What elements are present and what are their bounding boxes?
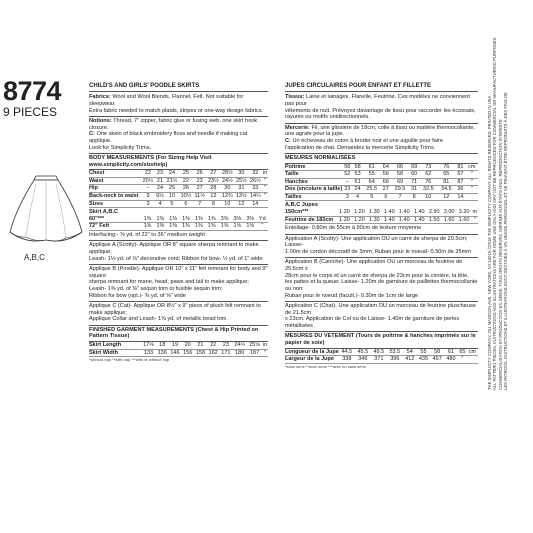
row-label: Hanches bbox=[285, 178, 342, 186]
table-cell: 1⅜ bbox=[180, 223, 193, 231]
table-cell: 21 bbox=[156, 177, 164, 184]
table-cell: 1⅜ bbox=[141, 223, 154, 231]
table-cell: 7 bbox=[391, 193, 409, 201]
table-cell: 23 bbox=[220, 342, 233, 349]
pieces-count: 9 PIECES bbox=[3, 105, 58, 119]
entoilage: Entoilage- 0.80m de 55cm à 90cm de texture moyenne bbox=[285, 224, 478, 234]
row-label: Skirt Length bbox=[89, 342, 141, 349]
table-cell: 158 bbox=[195, 349, 206, 356]
table-row bbox=[89, 185, 268, 193]
table-cell: 10 bbox=[220, 200, 234, 208]
table-cell: 34.5 bbox=[437, 186, 455, 194]
table-cell: 14 bbox=[455, 193, 465, 201]
table-cell: 32 bbox=[248, 170, 262, 177]
table-cell: 31 bbox=[409, 186, 419, 194]
table-cell: 65 bbox=[437, 171, 455, 179]
table-cell: 156 bbox=[183, 349, 193, 356]
table-cell: 14 bbox=[248, 200, 262, 208]
table-cell: 27 bbox=[381, 186, 391, 194]
table-row bbox=[285, 356, 478, 364]
table-cell: 23 bbox=[193, 177, 206, 185]
table-cell: 73 bbox=[419, 164, 437, 171]
mesures-vetement-table bbox=[285, 349, 478, 364]
table-cell: 26 bbox=[193, 170, 206, 177]
table-cell: 25.5 bbox=[363, 186, 381, 194]
row-label: Dos (encolure à taille) bbox=[285, 186, 343, 193]
table-cell: 61 bbox=[444, 349, 458, 356]
table-cell: 65 bbox=[459, 348, 466, 355]
applique-b: Applique B (Poodle)- Applique OR 10" x 11" felt remnant for body and 9" square sherpa remnant for mane, head, paws and tail to make applique; Leash- 1⅜ yd. of ⅜" sequin trim or fusible sequin trim; Ribbon for bow (opt.)- ⅜ yd. of ⅝" wide bbox=[89, 265, 268, 302]
table-cell: 12 bbox=[206, 193, 220, 201]
table-cell: 180 bbox=[232, 349, 247, 357]
table-cell: 1⅜ bbox=[192, 223, 205, 231]
table-cell: 6 bbox=[179, 200, 193, 208]
table-cell: 1.40 bbox=[382, 209, 397, 216]
table-cell: 187 bbox=[247, 349, 262, 357]
table-cell: 11½ bbox=[194, 193, 205, 199]
table-cell: 49.5 bbox=[371, 349, 387, 356]
table-cell: 1.60 bbox=[442, 216, 457, 224]
table-cell: in bbox=[262, 341, 268, 348]
interfacing: Interfacing:- ⅜ yd. of 22" to 36" medium weight bbox=[89, 231, 268, 241]
table-cell: 23 bbox=[342, 186, 352, 194]
table-cell: cm bbox=[468, 348, 477, 355]
table-cell: 1⅜ bbox=[154, 216, 167, 223]
table-cell: 81 bbox=[437, 178, 455, 186]
table-cell: 9 bbox=[141, 193, 155, 201]
table-cell: 1⅝ bbox=[244, 223, 257, 231]
table-cell: 1.40 bbox=[382, 216, 397, 224]
table-cell: 4 bbox=[352, 193, 362, 201]
table-cell: 5 bbox=[363, 193, 381, 201]
french-title: JUPES CIRCULAIRES POUR ENFANT ET FILLETTE bbox=[285, 83, 478, 92]
table-cell: 18 bbox=[156, 342, 169, 349]
finished-measurements-title: FINISHED GARMENT MEASUREMENTS (Chest & Hip Printed on Pattern Tissue) bbox=[89, 326, 268, 342]
applique-a: Applique A (Scotty)- Applique OR 8" square sherpa remnant to make applique; Leash- 1⅛ yd. of ⅛" decorative cord; Ribbon for bow- ½ yd. of 1" wide bbox=[89, 241, 268, 265]
table-cell: 62 bbox=[419, 171, 437, 179]
table-cell: 58 bbox=[391, 171, 409, 179]
table-cell: 61 bbox=[352, 178, 362, 186]
table-row bbox=[285, 178, 478, 186]
table-cell: 8 bbox=[409, 193, 419, 201]
skirt-yardage-title: Skirt A,B,C bbox=[89, 209, 119, 216]
table-cell: 21 bbox=[194, 342, 207, 349]
table-cell: – bbox=[141, 185, 155, 193]
table-cell: 21½ bbox=[166, 177, 178, 184]
mercerie-block: Mercerie: Fil, une glissière de 18cm, colle à tissu ou matière thermocollante, une agrafe pour la jupe. C: Un écheveau de coton à broder noir et une aiguille pour faire l'application de chat. Demandez la mercerie Simplicity Trims. bbox=[285, 124, 478, 154]
table-cell: 56 bbox=[381, 171, 391, 179]
table-cell bbox=[467, 356, 478, 364]
table-cell: 61 bbox=[363, 164, 381, 171]
row-label: Chest bbox=[89, 170, 141, 177]
copyright-vertical-text bbox=[487, 37, 508, 390]
table-cell: 64 bbox=[381, 164, 391, 171]
table-cell: 162 bbox=[208, 349, 218, 356]
table-cell: " bbox=[264, 193, 267, 199]
table-cell: 1.40 bbox=[397, 216, 412, 224]
table-cell: 55 bbox=[363, 171, 381, 179]
table-cell: 2.90 bbox=[427, 209, 442, 216]
table-cell: 22 bbox=[141, 170, 155, 177]
table-cell: 457 bbox=[430, 356, 444, 364]
table-cell: 3.00 bbox=[442, 209, 457, 216]
table-cell: – bbox=[342, 178, 352, 186]
table-cell: 69 bbox=[409, 164, 419, 171]
table-row bbox=[285, 171, 478, 179]
row-label: Waist bbox=[89, 177, 141, 185]
table-cell: 26 bbox=[179, 185, 193, 193]
body-measurements-table bbox=[89, 170, 268, 208]
table-cell: in bbox=[263, 170, 268, 177]
table-cell: 3 bbox=[141, 200, 155, 208]
table-cell: 22 bbox=[179, 177, 193, 185]
table-cell: 66 bbox=[391, 164, 409, 171]
table-cell: 371 bbox=[371, 356, 387, 364]
table-cell: 1⅜ bbox=[154, 223, 167, 231]
table-cell: 24 bbox=[165, 170, 179, 177]
table-cell: 29.5 bbox=[391, 186, 409, 194]
row-label: Largeur de la Jupe bbox=[285, 356, 339, 364]
table-cell: " bbox=[262, 349, 268, 357]
table-cell: 8 bbox=[206, 200, 220, 208]
table-cell: 19 bbox=[169, 342, 182, 349]
table-cell: 32.5 bbox=[419, 186, 437, 194]
copyright-line: THE SIMPLICITY COMPANY, 261 MADISON AVE, NEW YORK, NY 10016 ©2018 THE SIMPLICITY COMPANY. ALL RIGHTS RESERVED. PRINTED IN USA bbox=[487, 95, 492, 390]
table-cell: 1⅜ bbox=[141, 216, 154, 223]
notions-block: Notions: Thread, 7" zipper, fabric glue or fusing web, one skirt hook closure. C: One skein of black embroidery floss and needle if making cat applique. Look for Simplicity Trims. bbox=[89, 117, 268, 154]
table-row bbox=[285, 186, 478, 194]
table-cell: 1⅜ bbox=[205, 216, 218, 223]
table-cell: 87 bbox=[455, 178, 465, 186]
table-cell: 66 bbox=[381, 178, 391, 186]
table-cell: 52 bbox=[342, 171, 352, 179]
table-cell bbox=[262, 200, 268, 208]
table-cell: " bbox=[472, 216, 478, 224]
table-cell: " bbox=[466, 171, 478, 179]
table-cell: 1⅜ bbox=[167, 216, 180, 223]
table-cell: 17⅛ bbox=[141, 342, 156, 349]
table-cell: 1.50 bbox=[427, 216, 442, 224]
table-cell: 25½ bbox=[235, 177, 247, 184]
table-cell: 27 bbox=[206, 170, 220, 177]
applique-c: Applique C (Cat)- Applique OR 8½" x 9" piece of plush felt remnant to make applique; Applique Collar and Leash- 1⅝ yd. of metallic bead trim bbox=[89, 302, 268, 326]
table-cell: 346 bbox=[355, 356, 371, 364]
table-cell: 28½ bbox=[221, 170, 233, 177]
table-cell: 25 bbox=[165, 185, 179, 193]
table-cell: 1⅜ bbox=[192, 216, 205, 223]
application-a: Application A (Scotty)- Une application OU un carré de sherpa de 20.5cm; Laisse- 1.00m de cordon décoratif de 3mm; Ruban pour le noeud- 0.50m de 25mm bbox=[285, 235, 478, 259]
table-cell: 24¼ bbox=[232, 342, 247, 349]
table-cell: 28 bbox=[206, 185, 220, 193]
row-label: 150cm*** bbox=[285, 209, 337, 216]
table-cell: 338 bbox=[339, 356, 355, 364]
table-cell: 10 bbox=[419, 193, 437, 201]
table-cell: 435 bbox=[417, 356, 431, 364]
table-cell: m bbox=[472, 209, 478, 216]
table-cell: 53 bbox=[352, 171, 362, 179]
table-cell: 1.40 bbox=[397, 209, 412, 216]
table-row bbox=[89, 349, 268, 357]
table-cell: 13½ bbox=[235, 193, 247, 199]
table-row bbox=[285, 164, 478, 171]
table-cell: 58 bbox=[430, 349, 444, 356]
table-cell: 33 bbox=[248, 185, 262, 193]
table-cell: 1.20 bbox=[352, 216, 367, 224]
table-cell: " bbox=[466, 178, 478, 186]
table-cell: 3 bbox=[342, 193, 352, 201]
table-cell: 24 bbox=[156, 185, 164, 192]
finished-measurements-table bbox=[89, 342, 268, 357]
table-row bbox=[285, 193, 478, 201]
row-label: Hip bbox=[89, 185, 141, 193]
table-cell: 55 bbox=[417, 349, 431, 356]
table-cell: 1.30 bbox=[367, 216, 382, 224]
table-cell: 12 bbox=[437, 193, 455, 201]
table-cell: 67 bbox=[455, 171, 465, 179]
table-cell: 1.40 bbox=[412, 209, 427, 216]
table-cell: 30 bbox=[220, 185, 234, 193]
table-cell: 25 bbox=[179, 170, 193, 177]
jupes-title: A,B,C Jupes bbox=[285, 202, 318, 209]
row-label: Tailles bbox=[285, 193, 342, 201]
table-cell: 14¼ bbox=[249, 193, 261, 199]
table-cell: 54 bbox=[403, 349, 417, 356]
copyright-line: ALL PATTERN PIECES, INSTRUCTIONS AND ILLUSTRATIONS ARE FOR HOME USE ONLY AND MAY NOT BE REPRODUCED FOR COMMERCIAL OR MANUFACTURING PURPOSES bbox=[492, 37, 498, 390]
table-cell: 20 bbox=[181, 342, 194, 349]
table-cell: 76 bbox=[437, 164, 455, 171]
table-cell: 23½ bbox=[208, 177, 219, 184]
table-cell: " bbox=[458, 356, 467, 364]
english-title: CHILD'S AND GIRLS' POODLE SKIRTS bbox=[89, 83, 268, 92]
copyright-line: LES PATRONS, INSTRUCTIONS ET ILLUSTRATIONS SONT DESTINÉS À UN USAGE PERSONNEL ET NE PEUVENT ÊTRE REPRODUITS À DES FINS DE bbox=[502, 92, 508, 390]
table-cell: 12 bbox=[234, 200, 248, 208]
table-cell: 24½ bbox=[221, 177, 233, 184]
skirt-illustration bbox=[6, 164, 86, 254]
table-cell: 22 bbox=[207, 342, 220, 349]
table-cell: 1⅜ bbox=[167, 223, 180, 231]
table-cell: 1⅝ bbox=[218, 223, 231, 231]
table-cell: 53.5 bbox=[387, 349, 403, 356]
table-cell: 64 bbox=[363, 178, 381, 186]
row-label: Longueur de la Jupe bbox=[285, 348, 339, 355]
table-row bbox=[89, 193, 268, 201]
table-cell: 1⅝ bbox=[231, 223, 244, 231]
table-cell bbox=[466, 193, 478, 201]
table-cell: 3.20 bbox=[457, 209, 472, 216]
row-label: 72" Felt bbox=[89, 223, 141, 231]
table-row bbox=[285, 209, 478, 216]
table-cell: " bbox=[264, 177, 267, 184]
table-cell: 10½ bbox=[180, 193, 192, 199]
table-cell: 71 bbox=[409, 178, 419, 186]
table-cell: 25⅝ bbox=[247, 342, 262, 349]
table-cell: 136 bbox=[157, 349, 167, 356]
table-cell: 5 bbox=[165, 200, 179, 208]
table-cell: 1.20 bbox=[337, 209, 352, 216]
row-label: Back-neck to waist bbox=[89, 193, 141, 201]
table-cell: 480 bbox=[444, 356, 458, 364]
table-cell: 81 bbox=[455, 164, 465, 171]
nap-footnote: *without nap **with nap ***with or without nap bbox=[89, 357, 170, 363]
table-cell: 12¾ bbox=[221, 193, 233, 199]
table-cell: 24 bbox=[352, 186, 362, 194]
table-cell: 31 bbox=[234, 185, 248, 193]
mesures-title: MESURES NORMALISÉES bbox=[285, 154, 478, 164]
table-cell: 9½ bbox=[156, 193, 164, 199]
row-label: Sizes bbox=[89, 200, 141, 208]
table-cell: 3⅜ bbox=[244, 216, 257, 223]
table-cell: 396 bbox=[387, 356, 403, 364]
mesures-table bbox=[285, 164, 478, 202]
jupes-table bbox=[285, 209, 478, 224]
table-cell: 171 bbox=[221, 349, 231, 356]
table-cell: 133 bbox=[141, 349, 156, 357]
row-label: Feutrine de 183cm bbox=[285, 216, 337, 224]
table-cell: Yd bbox=[257, 216, 268, 223]
table-cell: 27 bbox=[193, 185, 206, 193]
table-cell: " bbox=[264, 185, 267, 192]
table-row bbox=[89, 223, 268, 231]
table-cell: 6 bbox=[381, 193, 391, 201]
table-row bbox=[89, 342, 268, 349]
table-cell: 1⅜ bbox=[205, 223, 218, 231]
table-cell: 3⅜ bbox=[231, 216, 244, 223]
french-column bbox=[285, 83, 478, 370]
table-cell: 10 bbox=[165, 193, 179, 201]
table-cell: 20½ bbox=[142, 177, 154, 184]
table-cell: 56 bbox=[342, 164, 352, 171]
table-cell: 1.40 bbox=[412, 216, 427, 224]
table-cell: 146 bbox=[170, 349, 180, 356]
table-cell: 1⅜ bbox=[180, 216, 193, 223]
table-cell: 7 bbox=[193, 200, 206, 208]
table-cell: 45.5 bbox=[355, 349, 371, 356]
table-cell: 76 bbox=[419, 178, 437, 186]
table-cell: 3⅜ bbox=[218, 216, 231, 223]
pattern-number: 8774 bbox=[3, 76, 62, 106]
table-cell: 1.30 bbox=[367, 209, 382, 216]
table-cell: 58 bbox=[352, 164, 362, 171]
tissus-block: Tissus: Laine et lainages, Flanelle, Feutrine. Ces modèles ne conviennent pas pour vêtements de nuit. Prévoyez davantage de tissu pour raccorder les écossais, rayures ou motifs unidirectionnels. bbox=[285, 93, 478, 123]
table-cell: 26½ bbox=[249, 177, 261, 184]
table-cell: 60 bbox=[409, 171, 419, 179]
table-cell: 1.60 bbox=[457, 216, 472, 224]
skirt-yardage-table bbox=[89, 216, 268, 231]
table-cell: 412 bbox=[403, 356, 417, 364]
table-cell: 4 bbox=[155, 200, 165, 208]
table-row bbox=[89, 216, 268, 223]
row-label: 60"*** bbox=[89, 216, 141, 223]
row-label: Poitrine bbox=[285, 164, 342, 171]
row-label: Taille bbox=[285, 171, 342, 179]
view-label: A,B,C bbox=[24, 253, 45, 262]
table-cell: 30 bbox=[234, 170, 248, 177]
table-row bbox=[89, 177, 268, 185]
copyright-line: COMMERCIALISATION ET PRODUCTION EN SÉRIE. TOUS DROITS RÉSERVÉS. IMPRIMÉ AUX ÉTATS-UNIS. REPRODUCTION INTERDITE bbox=[497, 119, 503, 390]
table-row bbox=[285, 349, 478, 356]
fabrics-block: Fabrics: Wool and Wool Blends, Flannel, Felt. Not suitable for sleepwear. Extra fabric needed to match plaids, stripes or one-way design fabrics. bbox=[89, 93, 268, 117]
application-b: Application B (Caniche)- Une application OU un morceau de feutrine de 25.5cm x 28cm pour le corps et un carré de sherpa de 23cm pour la crinière, la tête, les pattes et la queue; Laisse- 1.20m de garniture de paillettes thermocollante ou non; Ruban pour le noeud (facult.)- 0.30m de 1cm de large bbox=[285, 258, 478, 302]
application-c: Application C (Chat)- Une application OU un morceau de feutrine pluscheuse de 21.5cm x 23cm. Application de Col ou de Laisse- 1.40m de garniture de perles métallisées bbox=[285, 302, 478, 332]
row-label: Skirt Width bbox=[89, 349, 141, 357]
table-cell: 23 bbox=[156, 170, 164, 177]
table-cell: 1.20 bbox=[352, 209, 367, 216]
table-cell: cm bbox=[466, 164, 478, 171]
table-row bbox=[89, 170, 268, 177]
table-cell: 36 bbox=[455, 186, 465, 194]
table-cell: 44.5 bbox=[339, 349, 355, 356]
body-measurements-title: BODY MEASUREMENTS (For Sizing Help Visit www.simplicity.com/sizehelp) bbox=[89, 154, 268, 170]
table-row bbox=[285, 216, 478, 224]
sens-footnote: *sans sens **avec sens ***avec ou sans sens bbox=[285, 363, 366, 369]
table-cell: 1.20 bbox=[337, 216, 352, 224]
english-column bbox=[89, 83, 268, 363]
mesures-vetement-title: MESURES DU VETEMENT (Tours de poitrine & hanches imprimés sur le papier de soie) bbox=[285, 332, 478, 348]
table-cell: " bbox=[257, 223, 268, 231]
table-cell: " bbox=[466, 186, 478, 194]
table-cell: 69 bbox=[391, 178, 409, 186]
table-row bbox=[89, 200, 268, 208]
